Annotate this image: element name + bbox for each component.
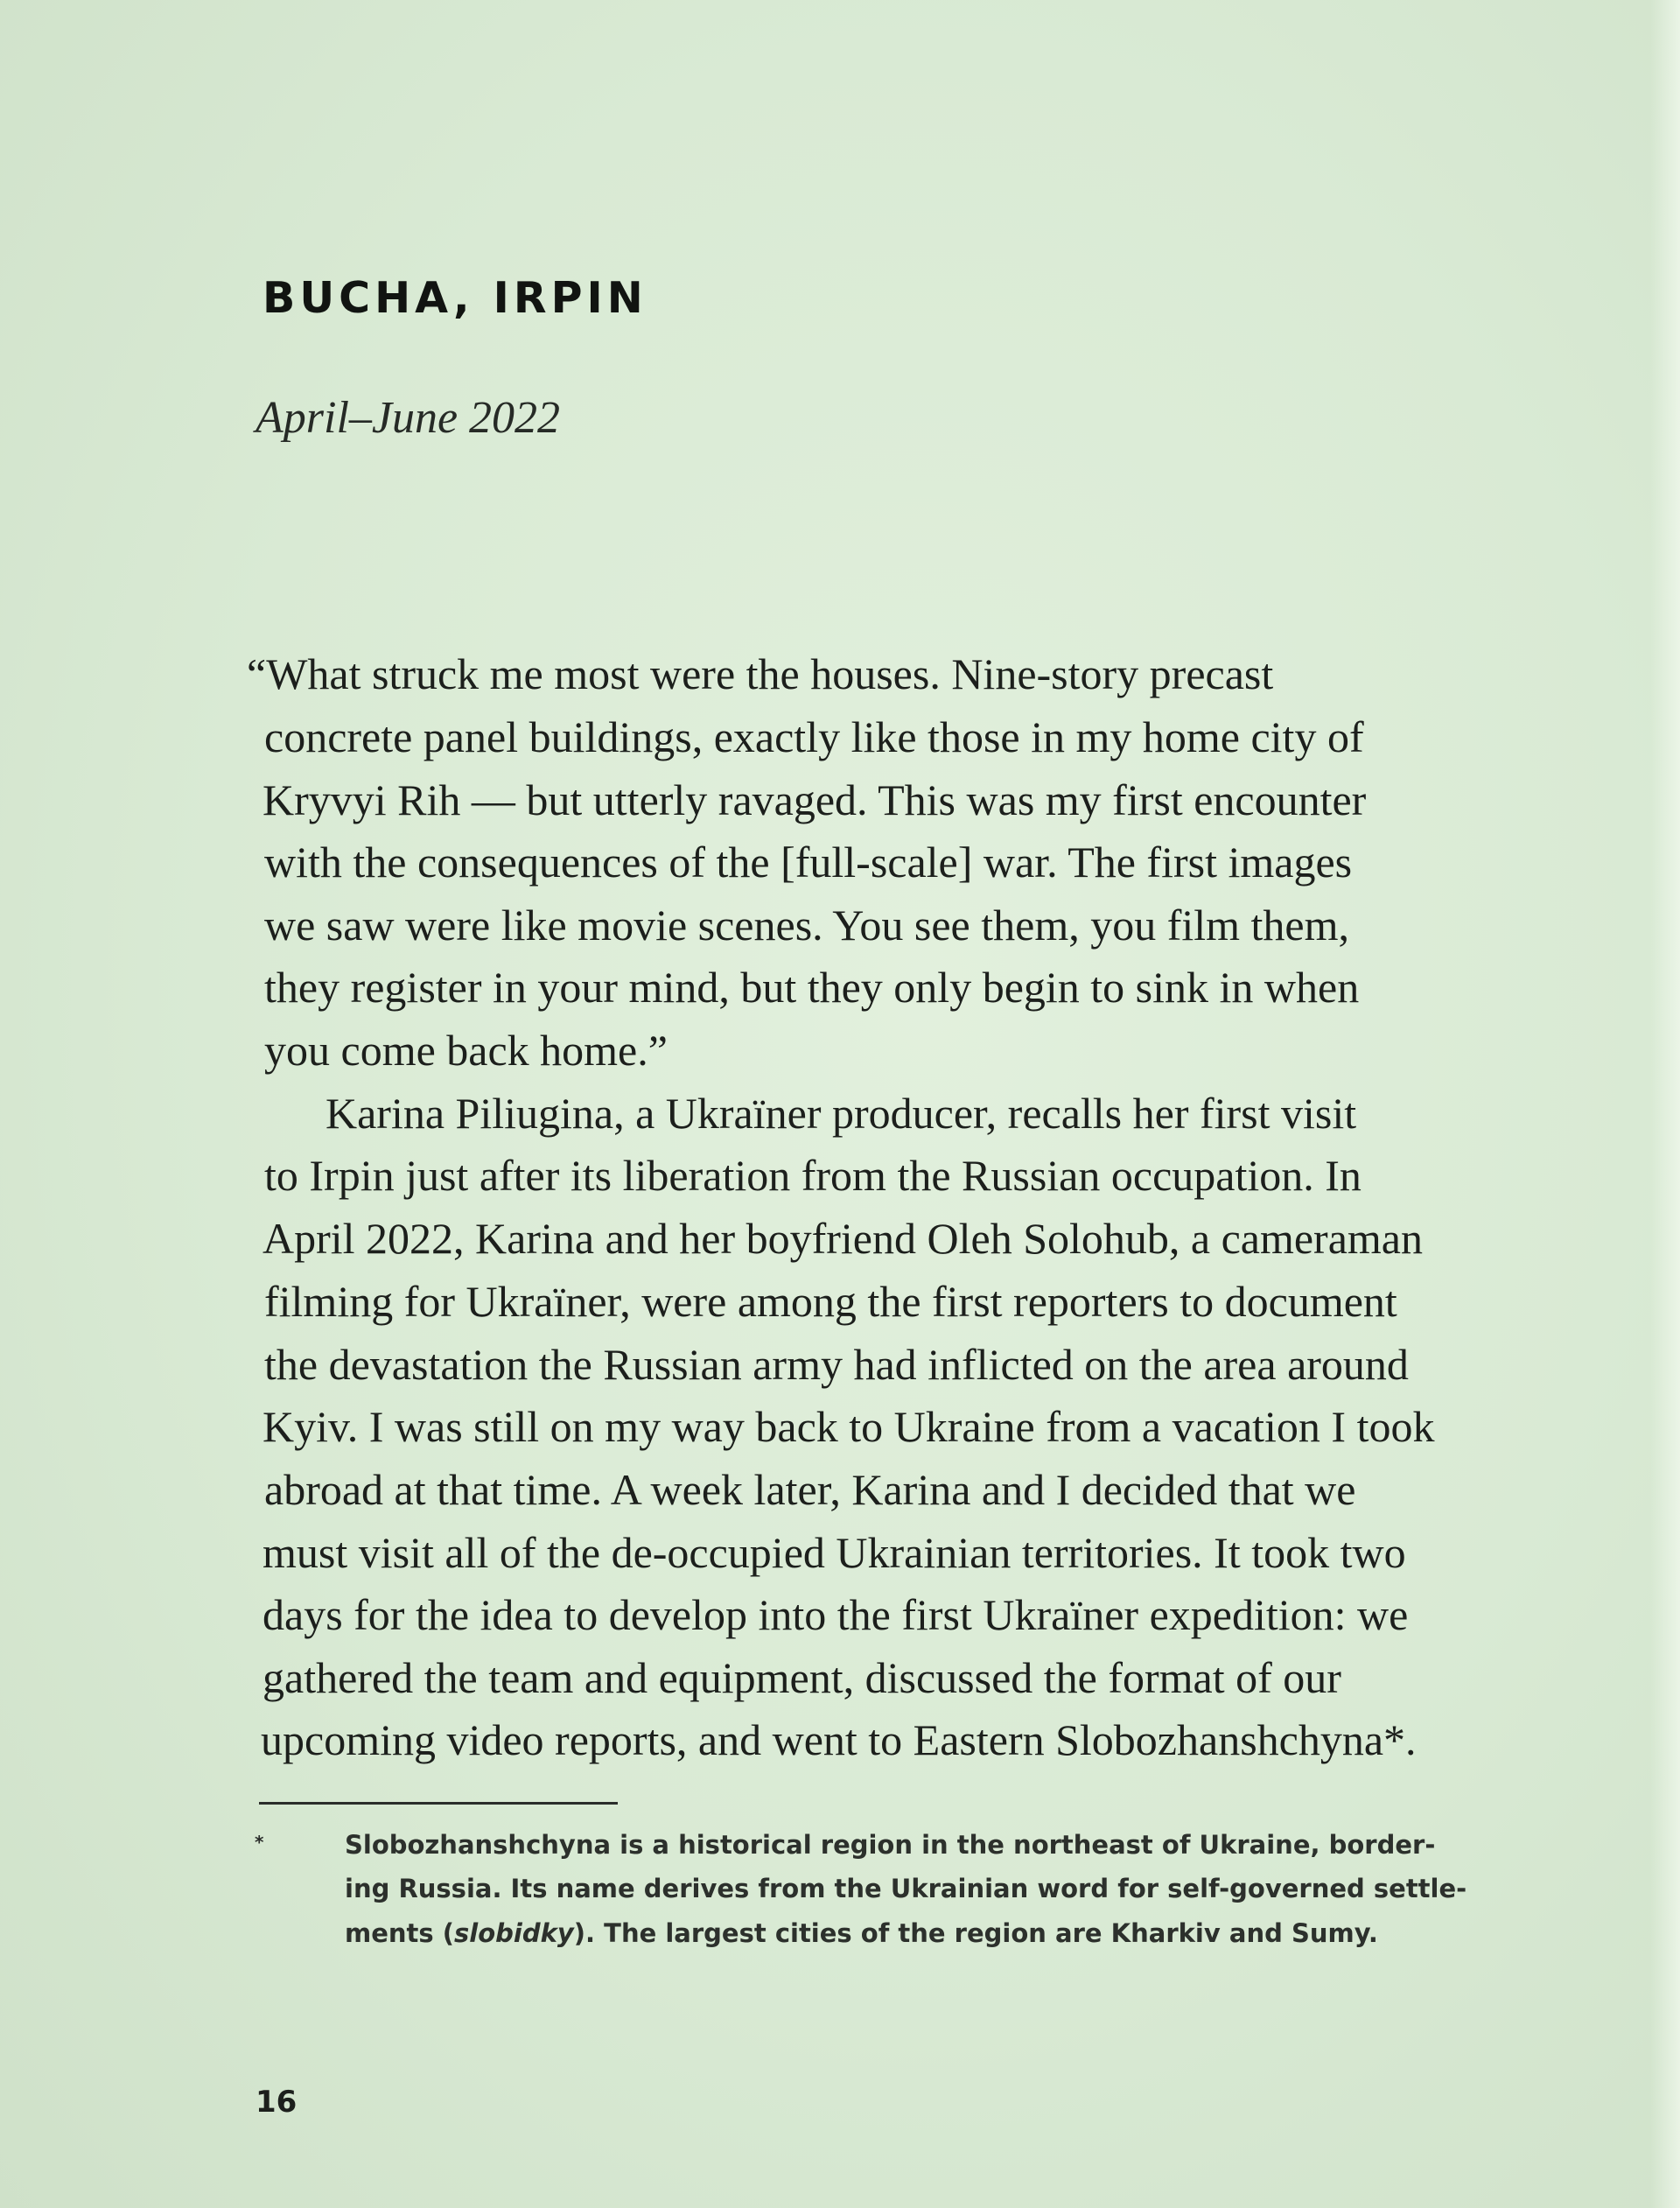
body-line: they register in your mind, but they only begin to sink in when — [264, 963, 1360, 1012]
body-line: we saw were like movie scenes. You see them, you film them, — [264, 901, 1350, 950]
body-line: you come back home.” — [264, 1026, 668, 1075]
page-edge-shadow — [1650, 0, 1680, 2208]
footnote-italic-term: slobidky — [454, 1918, 574, 1948]
body-line: with the consequences of the [full-scale] war. The first images — [264, 838, 1353, 887]
chapter-date: April–June 2022 — [256, 393, 561, 443]
footnote-line — [345, 1918, 1378, 1948]
body-line: must visit all of the de-occupied Ukrainian territories. It took two — [262, 1528, 1406, 1577]
body-line: “What struck me most were the houses. Nine-story precast — [247, 649, 1274, 698]
body-line: gathered the team and equipment, discussed the format of our — [262, 1653, 1341, 1702]
footnote-line: ing Russia. Its name derives from the Ukrainian word for self-governed settle- — [345, 1874, 1467, 1903]
body-line: Kryvyi Rih — but utterly ravaged. This was my first encounter — [262, 775, 1367, 824]
body-line: April 2022, Karina and her boyfriend Oleh Solohub, a cameraman — [262, 1214, 1423, 1263]
body-line: upcoming video reports, and went to Eastern Slobozhanshchyna*. — [261, 1715, 1417, 1764]
body-line: filming for Ukraïner, were among the first reporters to document — [264, 1277, 1397, 1326]
footnote-line: Slobozhanshchyna is a historical region in the northeast of Ukraine, border- — [345, 1830, 1436, 1860]
footnote-text: ments ( — [345, 1918, 455, 1948]
body-line: Kyiv. I was still on my way back to Ukraine from a vacation I took — [262, 1402, 1435, 1451]
body-line: to Irpin just after its liberation from the Russian occupation. In — [264, 1151, 1362, 1200]
footnote-text: ). The largest cities of the region are Kharkiv and Sumy. — [573, 1918, 1378, 1948]
footnote-marker: * — [255, 1832, 264, 1853]
footnote-divider — [259, 1802, 618, 1805]
body-line: the devastation the Russian army had inflicted on the area around — [264, 1340, 1409, 1389]
page-number: 16 — [256, 2085, 298, 2120]
body-line: concrete panel buildings, exactly like those in my home city of — [264, 712, 1364, 761]
body-line: Karina Piliugina, a Ukraïner producer, recalls her first visit — [326, 1089, 1357, 1138]
chapter-title: BUCHA, IRPIN — [262, 273, 648, 323]
body-line: days for the idea to develop into the first Ukraïner expedition: we — [262, 1590, 1409, 1639]
body-line: abroad at that time. A week later, Karina and I decided that we — [264, 1465, 1356, 1514]
